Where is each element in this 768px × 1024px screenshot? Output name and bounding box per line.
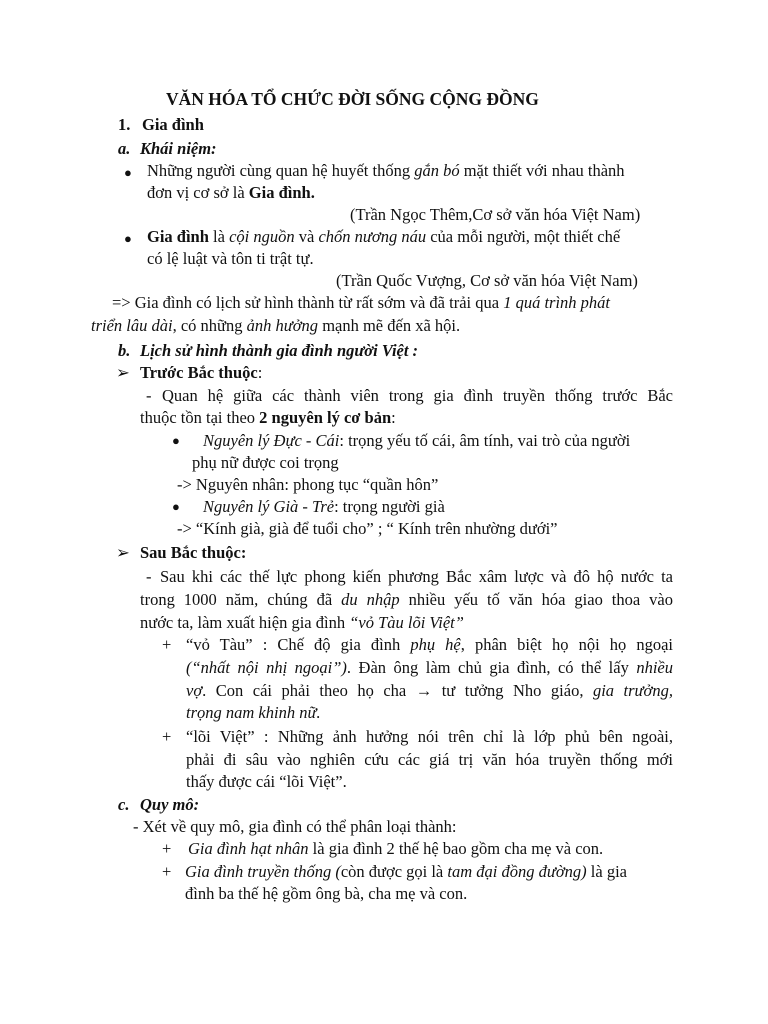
arrow-bullet-icon: ➢ (116, 543, 130, 562)
definition-1-line-2: đơn vị cơ sở là Gia đình. (147, 183, 315, 202)
subsection-label-a: a. (118, 139, 131, 158)
definition-1-line-1: Những người cùng quan hệ huyết thống gắn bó mặt thiết với nhau thành (147, 161, 625, 180)
post-paragraph-line-3: nước ta, làm xuất hiện gia đình “vỏ Tàu lõi Việt” (140, 613, 464, 632)
principle-2-saying: -> “Kính già, già để tuổi cho” ; “ Kính trên nhường dưới” (177, 519, 558, 538)
subsection-heading-scale: Quy mô: (140, 795, 200, 814)
scale-intro: - Xét về quy mô, gia đình có thể phân loại thành: (133, 817, 457, 836)
principle-1-cause: -> Nguyên nhân: phong tục “quần hôn” (177, 475, 439, 494)
subsection-label-c: c. (118, 795, 130, 814)
principle-1-line-2: phụ nữ được coi trọng (192, 453, 339, 472)
heading-after-northern-rule: Sau Bắc thuộc: (140, 543, 247, 562)
principle-2-line-1: Nguyên lý Già - Trẻ: trọng người già (203, 497, 445, 516)
vo-tau-line-4: trọng nam khinh nữ. (186, 703, 321, 722)
dash-bullet: - (146, 567, 152, 586)
citation-1: (Trần Ngọc Thêm,Cơ sở văn hóa Việt Nam) (350, 205, 641, 224)
pre-paragraph-line-2: thuộc tồn tại theo 2 nguyên lý cơ bản: (140, 408, 396, 427)
subsection-heading-concept: Khái niệm: (140, 139, 217, 158)
definition-2-line-2: có lệ luật và tôn ti trật tự. (147, 249, 314, 268)
page-title: VĂN HÓA TỔ CHỨC ĐỜI SỐNG CỘNG ĐỒNG (166, 89, 539, 109)
traditional-family-line-1: Gia đình truyền thống (còn được gọi là tam đại đồng đường) là gia (185, 862, 627, 881)
plus-bullet: + (162, 862, 172, 881)
post-paragraph-line-2: trong 1000 năm, chúng đã du nhập nhiều yếu tố văn hóa giao thoa vào (140, 590, 673, 609)
bullet-icon: ● (172, 499, 180, 514)
bullet-icon: ● (124, 231, 132, 246)
loi-viet-line-2: phải đi sâu vào nghiên cứu các giá trị văn hóa truyền thống mới (186, 750, 673, 769)
arrow-bullet-icon: ➢ (116, 363, 130, 382)
plus-bullet: + (162, 635, 172, 654)
subsection-heading-history: Lịch sử hình thành gia đình người Việt : (140, 341, 419, 360)
vo-tau-line-1: “vỏ Tàu” : Chế độ gia đình phụ hệ, phân biệt họ nội họ ngoại (186, 635, 674, 654)
section-number: 1. (118, 115, 131, 134)
subsection-label-b: b. (118, 341, 131, 360)
vo-tau-line-2: (“nhất nội nhị ngoại”). Đàn ông làm chủ gia đình, có thể lấy nhiều (186, 658, 673, 677)
loi-viet-line-3: thấy được cái “lõi Việt”. (186, 772, 347, 791)
definition-2-line-1: Gia đình là cội nguồn và chốn nương náu của mỗi người, một thiết chế (147, 227, 621, 246)
post-paragraph-line-1: Sau khi các thế lực phong kiến phương Bắc xâm lược và đô hộ nước ta (160, 567, 673, 586)
principle-1-line-1: Nguyên lý Đực - Cái: trọng yếu tố cái, âm tính, vai trò của người (203, 431, 631, 450)
pre-paragraph-line-1: Quan hệ giữa các thành viên trong gia đình truyền thống trước Bắc (162, 386, 673, 405)
bullet-icon: ● (172, 433, 180, 448)
loi-viet-line-1: “lõi Việt” : Những ảnh hưởng nói trên chỉ là lớp phủ bên ngoài, (186, 727, 673, 746)
vo-tau-line-3: vợ. Con cái phải theo họ cha → tư tưởng Nho giáo, gia trưởng, (186, 681, 673, 700)
citation-2: (Trần Quốc Vượng, Cơ sở văn hóa Việt Nam) (336, 271, 638, 290)
dash-bullet: - (146, 386, 152, 405)
conclusion-line-1: => Gia đình có lịch sử hình thành từ rất sớm và đã trải qua 1 quá trình phát (112, 293, 610, 312)
conclusion-line-2: triển lâu dài, có những ảnh hưởng mạnh mẽ đến xã hội. (91, 316, 461, 335)
plus-bullet: + (162, 839, 172, 858)
section-heading-family: Gia đình (142, 115, 204, 134)
nuclear-family-line: Gia đình hạt nhân là gia đình 2 thế hệ bao gồm cha mẹ và con. (188, 839, 604, 858)
heading-before-northern-rule: Trước Bắc thuộc: (140, 363, 263, 382)
traditional-family-line-2: đình ba thế hệ gồm ông bà, cha mẹ và con. (185, 884, 468, 903)
plus-bullet: + (162, 727, 172, 746)
bullet-icon: ● (124, 165, 132, 180)
